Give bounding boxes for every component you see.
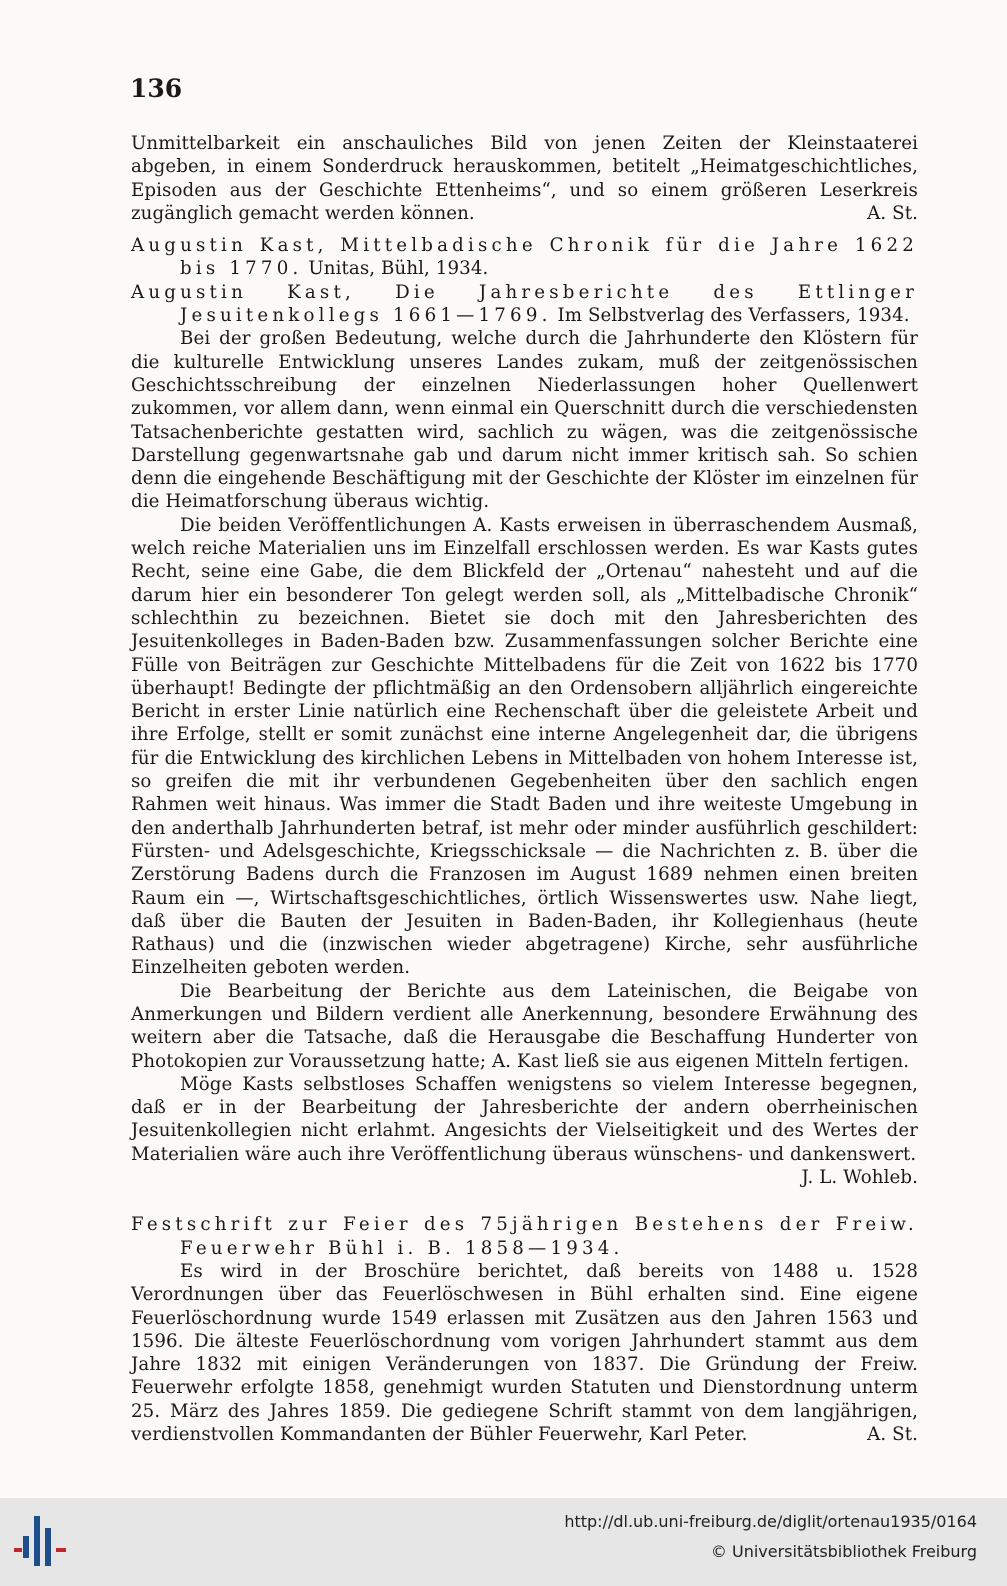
paragraph-text: Möge Kasts selbstloses Schaffen wenigstens so vielem Interesse begegnen, daß er in der Bearbeitung der Jahresberichte der andern oberrheinischen Jesuitenkollegien nicht erlahmt. Angesichts der Vielseitigkeit und des Wertes der Materialien wäre auch ihre Veröffentlichung überaus wünschens- und dankenswert. bbox=[131, 1073, 918, 1165]
entry-title: Festschrift zur Feier des 75jährigen Bestehens der Freiw. Feuerwehr Bühl i. B. 1858—1934. bbox=[131, 1214, 918, 1259]
source-url-link[interactable]: http://dl.ub.uni-freiburg.de/diglit/ortenau1935/0164 bbox=[564, 1512, 977, 1531]
paragraph-text: Unitas, Bühl, 1934. bbox=[302, 258, 489, 280]
paragraph bbox=[131, 514, 918, 980]
paragraph bbox=[131, 327, 918, 513]
paragraph bbox=[131, 1260, 918, 1446]
author-signature: J. L. Wohleb. bbox=[801, 1167, 918, 1189]
paragraph-text: Es wird in der Broschüre berichtet, daß bereits von 1488 u. 1528 Verordnungen über das Feuerlöschwesen in Bühl erhalten sind. Eine eigene Feuerlöschordnung wurde 1549 erlassen mit Zusätzen aus den Jahren 1563 und 1596. Die älteste Feuerlöschordnung vom vorigen Jahrhundert stammt aus dem Jahre 1832 mit einigen Veränderungen von 1837. Die Gründung der Freiw. Feuerwehr erfolgte 1858, genehmigt wurden Statuten und Dienstordnung unterm 25. März des Jahres 1859. Die gediegene Schrift stammt von dem langjährigen, verdienstvollen Kommandanten der Bühler Feuerwehr, Karl Peter. bbox=[131, 1260, 918, 1446]
paragraph-text: Bei der großen Bedeutung, welche durch die Jahrhunderte den Klöstern für die kulturelle Entwicklung unseres Landes zukam, muß der zeitgenössischen Geschichtsschreibung der einzelnen Niederlassungen hoher Quellenwert zukommen, vor allem dann, wenn einmal ein Querschnitt durch die verschiedensten Tatsachenberichte gestatten wird, sachlich zu wägen, was die zeitgenössische Darstellung gegenwartsnahe gab und darum nicht immer kritisch sah. So schien denn die eingehende Beschäftigung mit der Geschichte der Klöster im einzelnen für die Heimatforschung überaus wichtig. bbox=[131, 328, 918, 513]
paragraph-text: Unmittelbarkeit ein anschauliches Bild von jenen Zeiten der Kleinstaaterei abgeben, in einem Sonderdruck herauskommen, betitelt „Heimatgeschichtliches, Episoden aus der Geschichte Ettenheims“, und so einem größeren Leserkreis zugänglich gemacht werden können. bbox=[131, 133, 918, 224]
paragraph bbox=[131, 1073, 918, 1189]
entry-title: Augustin Kast, Die Jahresberichte des Ettlinger Jesuitenkollegs 1661—1769. bbox=[131, 281, 918, 327]
page-content bbox=[131, 132, 918, 1446]
paragraph bbox=[131, 980, 918, 1073]
paragraph-gap bbox=[131, 225, 918, 234]
bibliography-entry bbox=[131, 1213, 918, 1260]
bibliography-entry bbox=[131, 234, 918, 281]
paragraph-text: Die beiden Veröffentlichungen A. Kasts erweisen in überraschendem Ausmaß, welch reiche Materialien uns im Einzelfall erschlossen werden. Es war Kasts gutes Recht, seine eine Gabe, die dem Blickfeld der „Ortenau“ nahesteht und auf die darum hier ein besonderer Ton gelegt werden soll, als „Mittelbadische Chronik“ schlechthin zu bezeichnen. Bietet sie doch mit den Jahresberichten des Jesuitenkolleges in Baden-Baden bzw. Zusammenfassungen solcher Berichte eine Fülle von Beiträgen zur Geschichte Mittelbadens für die Zeit von 1622 bis 1770 überhaupt! Bedingte der pflichtmäßig an den Ordensobern alljährlich eingereichte Bericht in erster Linie natürlich eine Rechenschaft über die geleistete Arbeit und ihre Erfolge, stellt er somit zunächst eine interne Angelegenheit dar, die übrigens für die Entwicklung des kirchlichen Lebens in Mittelbaden von hohem Interesse ist, so greifen die mit ihr verbundenen Gegebenheiten über den sachlich engen Rahmen weit hinaus. Was immer die Stadt Baden und ihre weiteste Umgebung in den anderthalb Jahrhunderten betraf, ist mehr oder minder ausführlich geschildert: Fürsten- und Adelsgeschichte, Kriegsschicksale — die Nachrichten z. B. über die Zerstörung Badens durch die Franzosen im August 1689 nehmen einen breiten Raum ein —, Wirtschaftsgeschichtliches, örtlich Wissenswertes usw. Nahe liegt, daß über die Bauten der Jesuiten in Baden-Baden, ihr Kollegienhaus (heute Rathaus) und die (inzwischen wieder abgetragene) Kirche, sehr ausführliche Einzelheiten geboten werden. bbox=[131, 514, 918, 979]
paragraph-gap bbox=[131, 1189, 918, 1213]
page-number: 136 bbox=[130, 74, 183, 103]
paragraph-text: Die Bearbeitung der Berichte aus dem Lateinischen, die Beigabe von Anmerkungen und Bildern verdient alle Anerkennung, besondere Erwähnung des weitern aber die Tatsache, daß die Herausgabe die Beschaffung Hunderter von Photokopien zur Voraussetzung hatte; A. Kast ließ sie aus eigenen Mitteln fertigen. bbox=[131, 980, 918, 1072]
author-signature: A. St. bbox=[867, 202, 918, 224]
paragraph bbox=[131, 132, 918, 225]
ub-freiburg-logo-icon bbox=[12, 1510, 72, 1576]
viewer-footer bbox=[0, 1498, 1007, 1586]
copyright-text: © Universitätsbibliothek Freiburg bbox=[710, 1542, 977, 1561]
entry-title: Augustin Kast, Mittelbadische Chronik für die Jahre 1622 bis 1770. bbox=[131, 235, 918, 280]
author-signature: A. St. bbox=[867, 1424, 918, 1446]
bibliography-entry bbox=[131, 281, 918, 328]
paragraph-text: Im Selbstverlag des Verfassers, 1934. bbox=[551, 305, 910, 327]
